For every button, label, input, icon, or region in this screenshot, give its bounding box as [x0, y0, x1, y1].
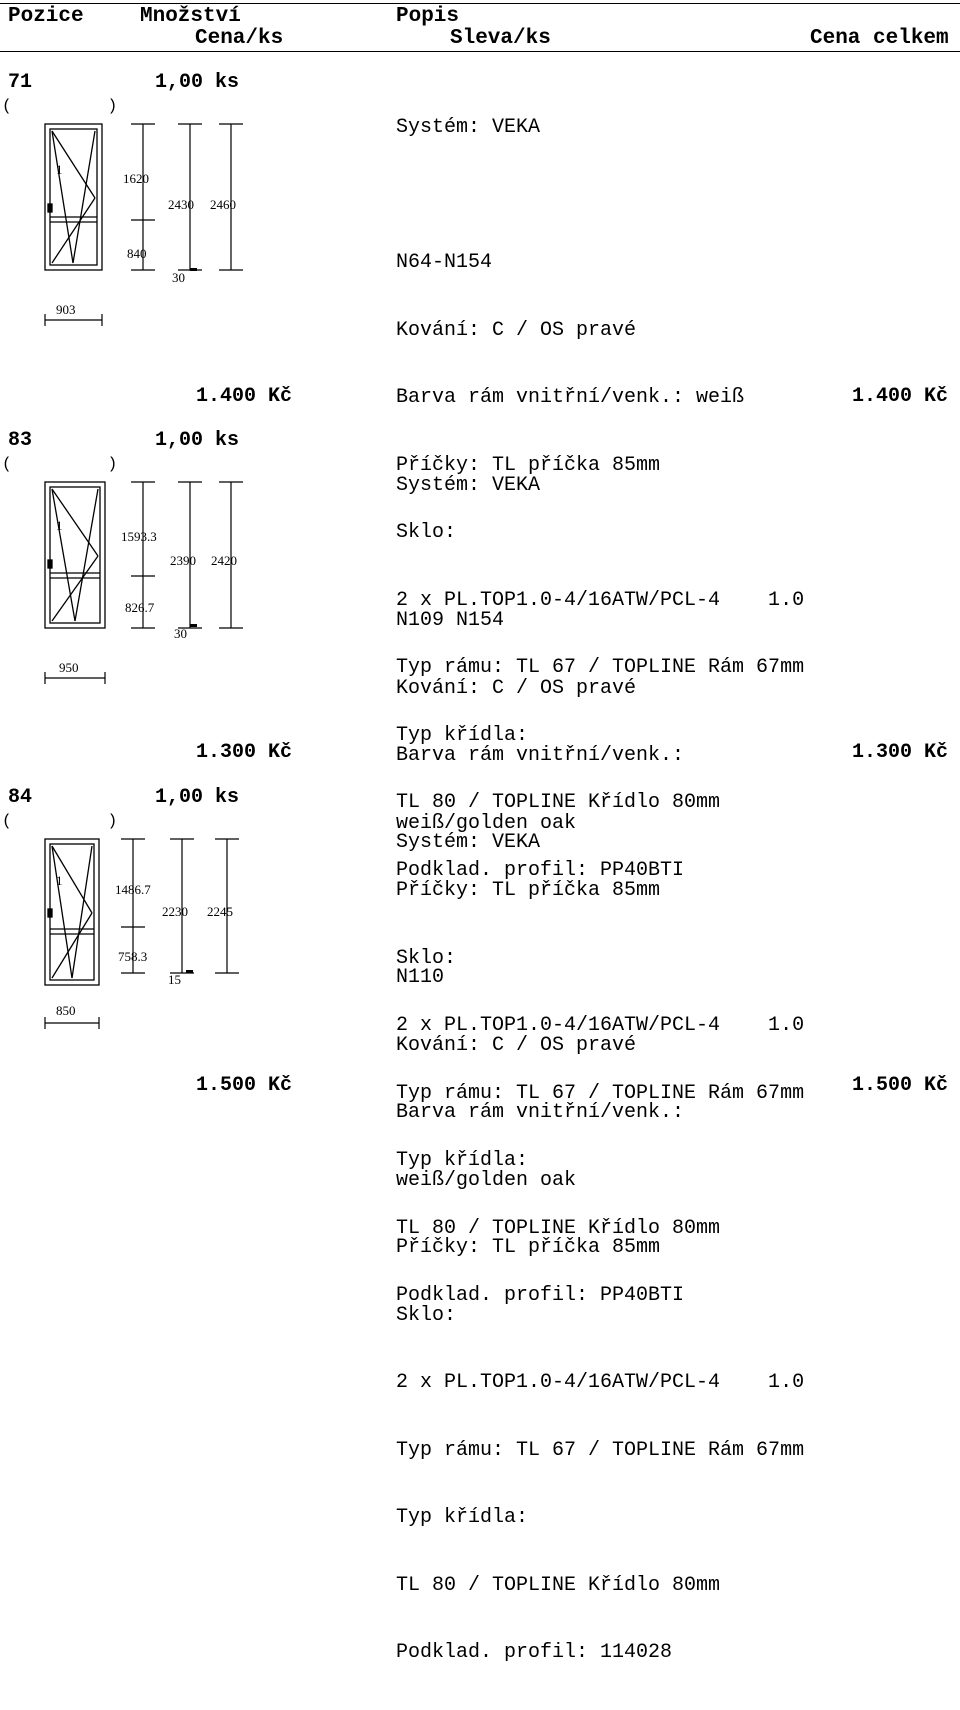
- profile-marker: [186, 970, 193, 973]
- desc-line: 2 x PL.TOP1.0-4/16ATW/PCL-4 1.0: [396, 588, 805, 612]
- desc-line: weiß/golden oak: [396, 811, 577, 835]
- item-paren: ( ): [2, 97, 118, 115]
- desc-line: Barva rám vnitřní/venk.:: [396, 744, 685, 767]
- desc-line: Typ rámu: TL 67 / TOPLINE Rám 67mm: [396, 656, 805, 679]
- desc-line: Kování: C / OS pravé: [396, 676, 637, 700]
- desc-line: Kování: C / OS pravé: [396, 1033, 637, 1057]
- total-price: 1.300 Kč: [852, 741, 949, 764]
- desc-line: Sklo:: [396, 521, 457, 544]
- desc-line: Příčky: TL příčka 85mm: [396, 453, 661, 477]
- desc-line: Systém: VEKA: [396, 474, 541, 497]
- dim-total-outer: 2460: [210, 197, 236, 212]
- header-pozice: Pozice: [8, 5, 84, 28]
- desc-line: Barva rám vnitřní/venk.: weiß: [396, 386, 745, 409]
- header-bottom-rule: [0, 51, 960, 52]
- desc-line: Typ křídla:: [396, 1506, 529, 1529]
- dimension-lines: [45, 482, 243, 684]
- desc-line: N110: [396, 966, 445, 989]
- desc-line: Typ rámu: TL 67 / TOPLINE Rám 67mm: [396, 1081, 805, 1105]
- dim-height-upper: 1593.3: [121, 529, 157, 544]
- dim-total-inner: 2390: [170, 553, 196, 568]
- window-drawing: [0, 825, 260, 1055]
- desc-line: Podklad. profil: PP40BTI: [396, 858, 685, 882]
- window-drawing: [0, 110, 260, 340]
- dim-height-lower: 826.7: [125, 600, 155, 615]
- desc-line: Sklo:: [396, 1303, 457, 1327]
- dim-width: 850: [56, 1003, 76, 1018]
- sash-number: 1: [56, 162, 63, 177]
- profile-marker: [190, 624, 197, 627]
- desc-line: Typ křídla:: [396, 1149, 529, 1172]
- header-cena-ks: Cena/ks: [195, 27, 284, 50]
- item-paren: ( ): [2, 812, 118, 830]
- header-sleva-ks: Sleva/ks: [450, 27, 551, 50]
- dim-total-inner: 2430: [168, 197, 194, 212]
- total-price: 1.400 Kč: [852, 385, 949, 408]
- dim-profile: 30: [172, 270, 185, 285]
- item-paren: ( ): [2, 455, 118, 473]
- profile-marker: [190, 268, 197, 271]
- unit-price: 1.300 Kč: [196, 741, 293, 764]
- total-price: 1.500 Kč: [852, 1074, 949, 1097]
- desc-line: TL 80 / TOPLINE Křídlo 80mm: [396, 1573, 721, 1597]
- window-frame: [45, 839, 99, 985]
- item-quantity: 1,00 ks: [155, 71, 240, 94]
- desc-line: Barva rám vnitřní/venk.:: [396, 1101, 685, 1124]
- desc-line: [396, 543, 804, 566]
- unit-price: 1.500 Kč: [196, 1074, 293, 1097]
- dim-width: 903: [56, 302, 76, 317]
- dimension-lines: [45, 124, 243, 326]
- desc-line: Podklad. profil: 114028: [396, 1641, 673, 1664]
- item-position: 84: [8, 786, 33, 809]
- dim-total-outer: 2420: [211, 553, 237, 568]
- desc-line: 2 x PL.TOP1.0-4/16ATW/PCL-4 1.0: [396, 1371, 805, 1394]
- window-frame: [45, 482, 105, 628]
- window-frame: [45, 124, 102, 270]
- desc-line: Systém: VEKA: [396, 831, 541, 854]
- dim-profile: 15: [168, 972, 181, 987]
- desc-line: Typ křídla:: [396, 723, 529, 747]
- item-description: [396, 787, 804, 1710]
- dim-width: 950: [59, 660, 79, 675]
- desc-line: N109 N154: [396, 609, 505, 632]
- item-position: 83: [8, 429, 33, 452]
- desc-line: Podklad. profil: PP40BTI: [396, 1284, 685, 1307]
- desc-line: Příčky: TL příčka 85mm: [396, 1236, 661, 1259]
- desc-line: [396, 900, 804, 923]
- desc-line: Kování: C / OS pravé: [396, 318, 637, 342]
- header-top-rule: [0, 3, 960, 4]
- unit-price: 1.400 Kč: [196, 385, 293, 408]
- sash-number: 1: [56, 873, 63, 888]
- item-quantity: 1,00 ks: [155, 786, 240, 809]
- desc-line: 2 x PL.TOP1.0-4/16ATW/PCL-4 1.0: [396, 1014, 805, 1037]
- desc-line: [396, 185, 804, 208]
- desc-line: Sklo:: [396, 946, 457, 970]
- desc-line: TL 80 / TOPLINE Křídlo 80mm: [396, 791, 721, 814]
- item-position: 71: [8, 71, 33, 94]
- dim-height-upper: 1620: [123, 171, 149, 186]
- dim-profile: 30: [174, 626, 187, 641]
- dim-total-outer: 2245: [207, 904, 233, 919]
- dim-height-lower: 758.3: [118, 949, 148, 964]
- dim-height-upper: 1486.7: [115, 882, 151, 897]
- window-drawing: [0, 468, 260, 698]
- header-popis: Popis: [396, 5, 460, 28]
- item-quantity: 1,00 ks: [155, 429, 240, 452]
- header-mnozstvi: Množství: [140, 5, 241, 28]
- dim-height-lower: 840: [127, 246, 147, 261]
- desc-line: weiß/golden oak: [396, 1168, 577, 1192]
- sash-number: 1: [56, 518, 63, 533]
- header-cena-celkem: Cena celkem: [810, 27, 949, 50]
- dim-total-inner: 2230: [162, 904, 188, 919]
- desc-line: Příčky: TL příčka 85mm: [396, 879, 661, 902]
- desc-line: N64-N154: [396, 251, 493, 274]
- desc-line: Systém: VEKA: [396, 116, 541, 139]
- desc-line: TL 80 / TOPLINE Křídlo 80mm: [396, 1216, 721, 1240]
- desc-line: Typ rámu: TL 67 / TOPLINE Rám 67mm: [396, 1438, 805, 1462]
